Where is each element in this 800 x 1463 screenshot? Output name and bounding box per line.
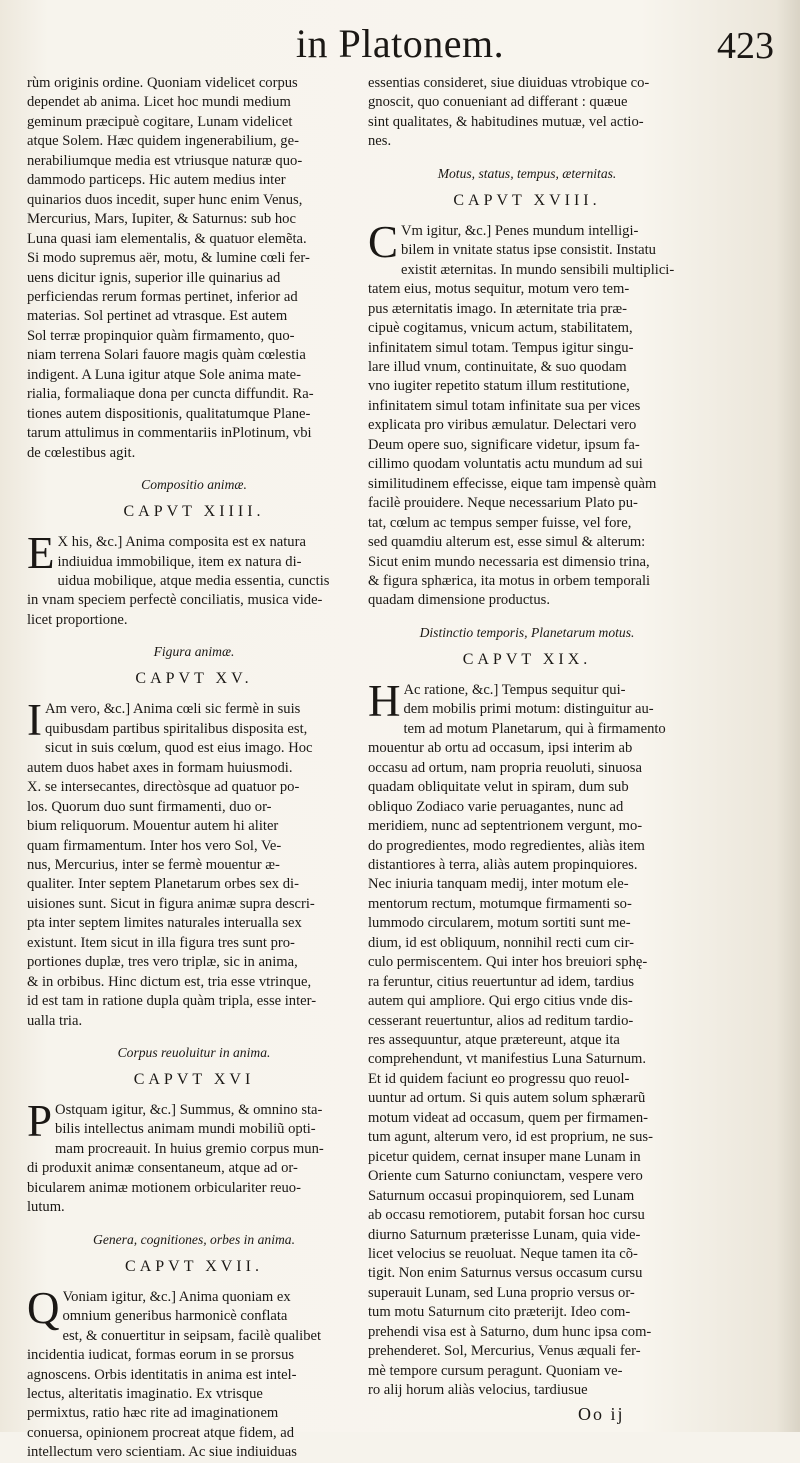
text-line: ra feruntur, citius reuertuntur ad idem, tardius — [368, 973, 635, 990]
text-line: est, & conuertitur in seipsam, facilè qualibet — [62, 1327, 322, 1344]
section-rubric: Motus, status, tempus, æternitas. — [437, 165, 617, 181]
text-line: sed quamdiu alterum est, esse simul & alterum: — [368, 534, 646, 551]
text-line: in vnam speciem perfectè conciliatis, musica vide- — [27, 592, 323, 609]
text-line: Et id quidem faciunt eo progressu quo reuol- — [368, 1070, 630, 1087]
text-line: prehenderet. Sol, Mercurius, Venus æquali fer- — [368, 1343, 641, 1360]
text-line: indigent. A Luna igitur atque Sole anima mate- — [27, 366, 301, 383]
text-line: nes. — [368, 133, 392, 150]
text-line: existit æternitas. In mundo sensibili multiplici- — [401, 261, 675, 278]
text-line: Am vero, &c.] Anima cœli sic fermè in suis — [45, 701, 301, 718]
text-line: lutum. — [27, 1199, 65, 1216]
text-line: tum motu Saturnum cito præterijt. Ideo com- — [368, 1304, 631, 1321]
text-line: distantiores à terra, aliàs autem propinquiores. — [368, 856, 638, 873]
text-line: Voniam igitur, &c.] Anima quoniam ex — [62, 1288, 291, 1305]
drop-cap: H — [368, 675, 401, 726]
text-line: cipuè cogitamus, vnicum actum, stabilitatem, — [368, 320, 633, 337]
text-line: nerabiliumque media est vtriusque naturæ quo- — [27, 152, 303, 169]
text-line: do progredientes, modo regredientes, aliàs item — [368, 837, 645, 854]
text-line: Ac ratione, &c.] Tempus sequitur qui- — [403, 681, 626, 698]
text-line: diurno Saturnum præterisse Lunam, quia vide- — [368, 1226, 641, 1243]
text-line: infinitatem simul totam infinitate sua per vices — [368, 397, 641, 414]
chapter-paragraph — [27, 528, 361, 630]
text-line: quadam dimensione productus. — [368, 592, 550, 609]
text-line: X his, &c.] Anima composita est ex natura — [57, 534, 306, 551]
text-line: agnoscens. Orbis identitatis in anima est intel- — [27, 1366, 297, 1383]
text-line: bicularem animæ motionem orbiculariter reuo- — [27, 1179, 301, 1196]
text-line: tigit. Non enim Saturnus versus occasum cursu — [368, 1265, 643, 1282]
text-line: prehendi visa est à Saturno, dum hunc ipsa com- — [368, 1323, 652, 1340]
text-line: Deum opere suo, significare videtur, ipsum fa- — [368, 436, 640, 453]
text-line: materias. Sol pertinet ad vtrasque. Est autem — [27, 308, 288, 325]
text-line: uuntur ad ortum. Si quis autem solum sphærarũ — [368, 1090, 646, 1107]
text-line: & figura sphærica, ita motus in orbem temporali — [368, 572, 651, 589]
section-rubric: Corpus reuoluitur in anima. — [117, 1045, 271, 1061]
text-line: di produxit animæ consentaneum, atque ad or- — [27, 1160, 298, 1177]
chapter-heading: CAPVT XIX. — [462, 650, 592, 668]
text-line: quinarios duos incedit, super hunc enim Venus, — [27, 191, 303, 208]
chapter-heading: CAPVT XVIII. — [453, 191, 601, 209]
chapter-paragraph — [368, 216, 686, 611]
drop-cap: Q — [27, 1282, 60, 1333]
text-line: motum videat ad occasum, quem per firmamen- — [368, 1109, 649, 1126]
chapter-heading: CAPVT XIIII. — [123, 503, 265, 521]
text-line: res assequuntur, atque prætereunt, atque ita — [368, 1032, 620, 1049]
chapter-paragraph — [27, 1096, 361, 1218]
left-column — [27, 74, 361, 1463]
text-line: intellectum vero scientiam. Ac siue indiuiduas — [27, 1444, 297, 1461]
section-rubric: Distinctio temporis, Planetarum motus. — [419, 624, 635, 640]
text-line: bium reliquorum. Mouentur autem hi aliter — [27, 818, 279, 835]
text-line: similitudinem effecisse, eique tam impensè quàm — [368, 475, 657, 492]
text-line: gnoscit, quo conueniant ad differant : quæue — [368, 94, 628, 111]
text-line: ualla tria. — [27, 1012, 83, 1029]
intro-paragraph — [368, 74, 686, 152]
text-line: mouentur ab ortu ad occasum, ipsi interim ab — [368, 740, 633, 757]
drop-cap: P — [27, 1096, 53, 1147]
signature-mark: Oo ij — [578, 1404, 625, 1424]
text-line: cillimo quodam voluntatis actu mundum ad sui — [368, 456, 643, 473]
text-line: dium, id est obliquum, nonnihil recti cum cir- — [368, 934, 635, 951]
section-rubric: Figura animæ. — [153, 644, 235, 660]
text-line: Mercurius, Mars, Iupiter, & Saturnus: sub hoc — [27, 211, 296, 228]
running-head: in Platonem. — [295, 21, 505, 66]
text-line: Luna quasi iam elementalis, & quatuor elemẽta. — [27, 230, 307, 247]
text-line: autem duos habet axes in formam huiusmodi. — [27, 759, 293, 776]
text-line: dammodo particeps. Hic autem medius inter — [27, 172, 286, 189]
text-line: Sol terræ propinquior quàm firmamento, quo- — [27, 327, 295, 344]
text-line: vno iugiter repetito statum illum restitutione, — [368, 378, 630, 395]
text-line: facilè prouidere. Neque necessarium Plato pu- — [368, 495, 638, 512]
text-line: pus æternitatis imago. In æternitate tria præ- — [368, 300, 627, 317]
text-line: geminum præcipuè cogitare, Lunam videlicet — [27, 113, 293, 130]
text-line: Sicut enim mundo necessaria est dimensio trina, — [368, 553, 650, 570]
text-line: rialia, formaliaque dona per cuncta diffundit. Ra- — [27, 386, 314, 403]
text-line: atque Solem. Hæc quidem ingenerabilium, ge- — [27, 133, 299, 150]
chapter-heading: CAPVT XV. — [135, 670, 253, 688]
text-line: Nec iniuria tanquam medij, inter motum ele- — [368, 876, 629, 893]
text-line: ro alij horum aliàs velocius, tardiusue — [368, 1382, 588, 1399]
text-line: tum agunt, alterum vero, id est proprium, ne sus- — [368, 1129, 653, 1146]
text-line: sint qualitates, & habitudines mutuæ, vel actio- — [368, 113, 644, 130]
text-line: niam terrena Solari fauore magis quàm cœlestia — [27, 347, 306, 364]
text-line: explicata pro viribus æmulatur. Delectari vero — [368, 417, 637, 434]
text-line: licet proportione. — [27, 611, 128, 628]
chapter-heading: CAPVT XVI — [133, 1071, 255, 1089]
text-line: Saturnum occasui propinquiorem, sed Lunam — [368, 1187, 635, 1204]
text-line: picetur quidem, cernat insuper mane Lunam in — [368, 1148, 641, 1165]
text-line: tat, cœlum ac tempus semper fuisse, vel fore, — [368, 514, 632, 531]
text-line: culo permiscentem. Qui inter hos breuiori sphę- — [368, 954, 648, 971]
text-line: uisiones sunt. Sicut in figura animæ supra descri- — [27, 895, 315, 912]
text-line: uidua mobilique, atque media essentia, cunctis — [57, 572, 330, 589]
text-line: existunt. Item sicut in illa figura tres sunt pro- — [27, 934, 295, 951]
text-line: portiones duplæ, tres vero triplæ, sic in anima, — [27, 954, 298, 971]
drop-cap: I — [27, 695, 42, 746]
drop-cap: E — [27, 528, 55, 579]
text-line: rùm originis ordine. Quoniam videlicet corpus — [27, 75, 298, 91]
text-line: tem ad motum Planetarum, qui à firmamento — [403, 720, 666, 737]
chapter-paragraph — [27, 695, 361, 1031]
text-line: mè tempore cursum peragunt. Quoniam ve- — [368, 1362, 623, 1379]
text-line: uens dicitur ignis, superior ille quinarius ad — [27, 269, 281, 286]
text-line: pta inter septem limites naturales interualla sex — [27, 915, 302, 932]
text-line: Ostquam igitur, &c.] Summus, & omnino sta- — [55, 1102, 323, 1119]
text-line: los. Quorum duo sunt firmamenti, duo or- — [27, 798, 272, 815]
text-line: lummodo circularem, motum sortiti sunt me- — [368, 915, 631, 932]
text-line: qualiter. Inter septem Planetarum orbes sex di- — [27, 876, 299, 893]
text-line: tarum attulimus in commentariis inPlotinum, vbi — [27, 425, 312, 442]
section-rubric: Compositio animæ. — [141, 477, 247, 493]
text-line: omnium generibus harmonicè conflata — [62, 1308, 288, 1325]
text-line: indiuidua immobilique, item ex natura di- — [57, 553, 302, 570]
text-line: lare illud vnum, continuitate, & suo quodam — [368, 358, 627, 375]
text-line: superauit Lunam, sed Luna proprio versus or- — [368, 1284, 635, 1301]
drop-cap: C — [368, 216, 399, 267]
text-line: licet velocius se reuoluat. Neque tamen ita cõ- — [368, 1246, 638, 1263]
text-line: Vm igitur, &c.] Penes mundum intelligi- — [401, 222, 639, 239]
intro-paragraph — [27, 74, 361, 463]
text-line: Oriente cum Saturno coniunctam, vespere vero — [368, 1168, 643, 1185]
text-line: cesserant reuertuntur, alios ad reditum tardio- — [368, 1012, 634, 1029]
text-line: ab occasu remotiorem, putabit forsan hoc cursu — [368, 1207, 645, 1224]
text-line: de cœlestibus agit. — [27, 444, 136, 461]
text-line: sicut in suis cœlum, quod est eius imago. Hoc — [45, 740, 313, 757]
text-line: obliquo Zodiaco varie peruagantes, nunc ad — [368, 798, 624, 815]
page-header — [0, 14, 800, 74]
text-line: permixtus, ratio hæc rite ad imaginationem — [27, 1405, 279, 1422]
text-line: quibusdam partibus spiritalibus disposita est, — [45, 720, 308, 737]
text-line: tiones autem dispositionis, qualitatumque Plane- — [27, 405, 311, 422]
text-line: lectus, alteritatis imaginatio. Ex vtrisque — [27, 1386, 263, 1403]
text-line: comprehendunt, vt manifestius Luna Saturnum. — [368, 1051, 647, 1068]
text-line: quam firmamentum. Inter hos vero Sol, Ve- — [27, 837, 282, 854]
text-line: & in orbibus. Hinc dictum est, tria esse vtrinque, — [27, 973, 312, 990]
text-line: perficiendas rerum formas pertinet, inferior ad — [27, 288, 298, 305]
chapter-paragraph — [368, 675, 686, 1401]
section-rubric: Genera, cognitiones, orbes in anima. — [93, 1231, 295, 1247]
text-line: id est tam in ratione dupla quàm tripla, esse inter- — [27, 993, 317, 1010]
text-line: nus, Mercurius, inter se fermè mouentur æ- — [27, 856, 280, 873]
text-line: dem mobilis primi motum: distinguitur au- — [403, 701, 654, 718]
text-line: bilis intellectus animam mundi mobiliũ opti- — [55, 1121, 316, 1138]
text-line: essentias consideret, siue diuiduas vtrobique co- — [368, 75, 650, 91]
text-line: Si modo supremus aër, motu, & lumine cœli fer- — [27, 250, 310, 267]
page-number: 423 — [717, 25, 774, 67]
text-line: incidentia iudicat, formas eorum in se prorsus — [27, 1347, 295, 1364]
text-line: quadam obliquitate velut in spiram, dum sub — [368, 779, 629, 796]
text-line: autem qui ampliore. Qui ergo citius vnde dis- — [368, 993, 633, 1010]
chapter-paragraph — [27, 1282, 361, 1463]
text-line: meridiem, nunc ad septentrionem vergunt, mo- — [368, 818, 643, 835]
text-line: X. se intersecantes, directòsque ad quatuor po- — [27, 779, 300, 796]
right-column — [368, 74, 686, 1401]
text-line: mentorum rectum, motumque firmamenti so- — [368, 895, 632, 912]
chapter-heading: CAPVT XVII. — [125, 1257, 263, 1275]
text-line: conuersa, opinionem procreat atque fidem, ad — [27, 1424, 295, 1441]
text-line: occasu ad ortum, nam propria reuoluti, sinuosa — [368, 759, 642, 776]
text-line: bilem in vnitate status ipse consistit. Instatu — [401, 242, 656, 259]
text-line: dependet ab anima. Licet hoc mundi medium — [27, 94, 291, 111]
text-line: tatem eius, motus sequitur, motum vero tem- — [368, 281, 630, 298]
text-line: infinitatem simul totam. Tempus igitur singu- — [368, 339, 634, 356]
text-line: mam procreauit. In huius gremio corpus mun- — [55, 1140, 324, 1157]
